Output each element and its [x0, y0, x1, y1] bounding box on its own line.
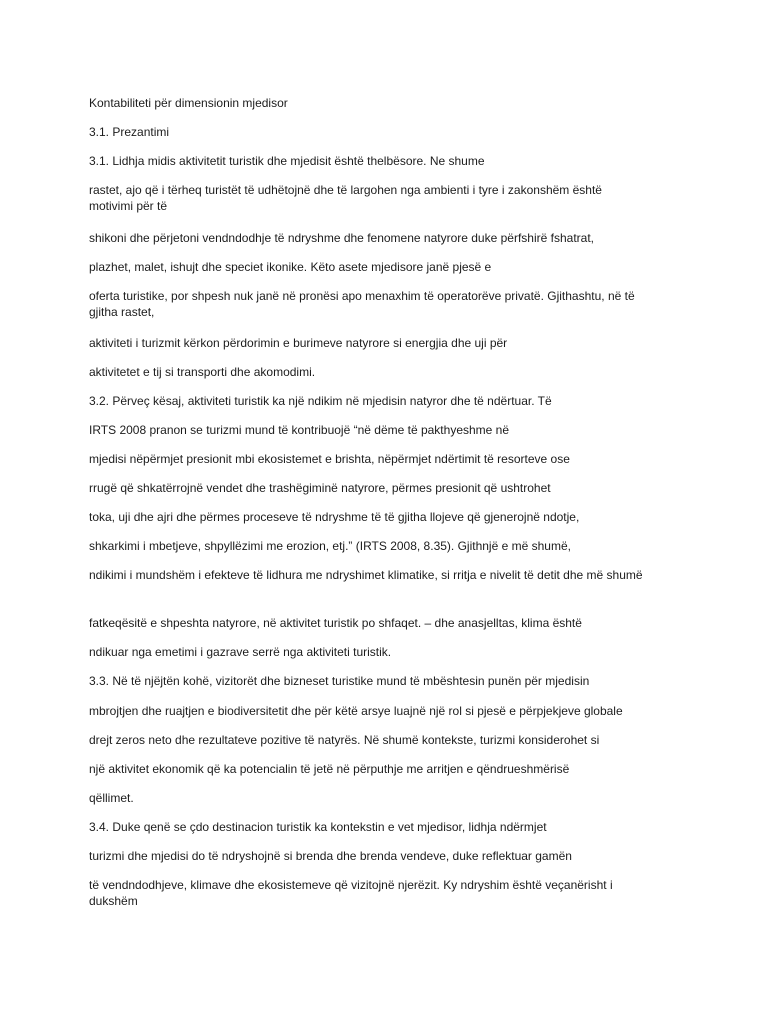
paragraph-line: një aktivitet ekonomik që ka potencialin të jetë në përputhje me arritjen e qëndrueshmërisë	[89, 762, 570, 776]
paragraph-line: mjedisi nëpërmjet presionit mbi ekosistemet e brishta, nëpërmjet ndërtimit të resorteve ose	[89, 452, 570, 466]
paragraph-line: 3.3. Në të njëjtën kohë, vizitorët dhe bizneset turistike mund të mbështesin punën për mjedisin	[89, 674, 590, 688]
paragraph-line: shkarkimi i mbetjeve, shpyllëzimi me erozion, etj.” (IRTS 2008, 8.35). Gjithnjë e më shumë,	[89, 539, 571, 553]
paragraph-line: ndikuar nga emetimi i gazrave serrë nga aktiviteti turistik.	[89, 645, 392, 659]
paragraph-line: 3.2. Përveç kësaj, aktiviteti turistik ka një ndikim në mjedisin natyror dhe të ndërtuar. Të	[89, 394, 552, 408]
paragraph-line: të vendndodhjeve, klimave dhe ekosistemeve që vizitojnë njerëzit. Ky ndryshim është veçanërisht i dukshëm	[89, 878, 613, 908]
paragraph-line: plazhet, malet, ishujt dhe speciet ikonike. Këto asete mjedisore janë pjesë e	[89, 260, 492, 274]
paragraph-line: oferta turistike, por shpesh nuk janë në pronësi apo menaxhim të operatorëve privatë. Gjithashtu, në të gjitha rastet,	[89, 289, 635, 319]
paragraph-line: aktivitetet e tij si transporti dhe akomodimi.	[89, 365, 316, 379]
paragraph-line: toka, uji dhe ajri dhe përmes proceseve të ndryshme të të gjitha llojeve që gjenerojnë ndotje,	[89, 510, 580, 524]
paragraph-line: rastet, ajo që i tërheq turistët të udhëtojnë dhe të largohen nga ambienti i tyre i zakonshëm është motivimi për të	[89, 183, 602, 213]
paragraph-line: 3.4. Duke qenë se çdo destinacion turistik ka kontekstin e vet mjedisor, lidhja ndërmjet	[89, 820, 547, 834]
document-heading: Kontabiliteti për dimensionin mjedisor	[89, 96, 288, 110]
paragraph-line: ndikimi i mundshëm i efekteve të lidhura me ndryshimet klimatike, si rritja e nivelit të detit dhe më shumë	[89, 568, 643, 582]
paragraph-line: IRTS 2008 pranon se turizmi mund të kontribuojë “në dëme të pakthyeshme në	[89, 423, 510, 437]
paragraph-line: rrugë që shkatërrojnë vendet dhe trashëgiminë natyrore, përmes presionit që ushtrohet	[89, 481, 551, 495]
paragraph-line: drejt zeros neto dhe rezultateve pozitive të natyrës. Në shumë kontekste, turizmi konsiderohet si	[89, 733, 600, 747]
paragraph-line: fatkeqësitë e shpeshta natyrore, në aktivitet turistik po shfaqet. – dhe anasjelltas, klima është	[89, 616, 582, 630]
paragraph-line: qëllimet.	[89, 791, 134, 805]
paragraph-line: turizmi dhe mjedisi do të ndryshojnë si brenda dhe brenda vendeve, duke reflektuar gamën	[89, 849, 572, 863]
paragraph-line: 3.1. Lidhja midis aktivitetit turistik dhe mjedisit është thelbësore. Ne shume	[89, 154, 485, 168]
paragraph-line: aktiviteti i turizmit kërkon përdorimin e burimeve natyrore si energjia dhe uji për	[89, 336, 508, 350]
paragraph-line: mbrojtjen dhe ruajtjen e biodiversitetit dhe për këtë arsye luajnë një rol si pjesë e përpjekjeve globale	[89, 704, 623, 718]
paragraph-line: shikoni dhe përjetoni vendndodhje të ndryshme dhe fenomene natyrore duke përfshirë fshatrat,	[89, 231, 594, 245]
section-heading: 3.1. Prezantimi	[89, 125, 170, 139]
